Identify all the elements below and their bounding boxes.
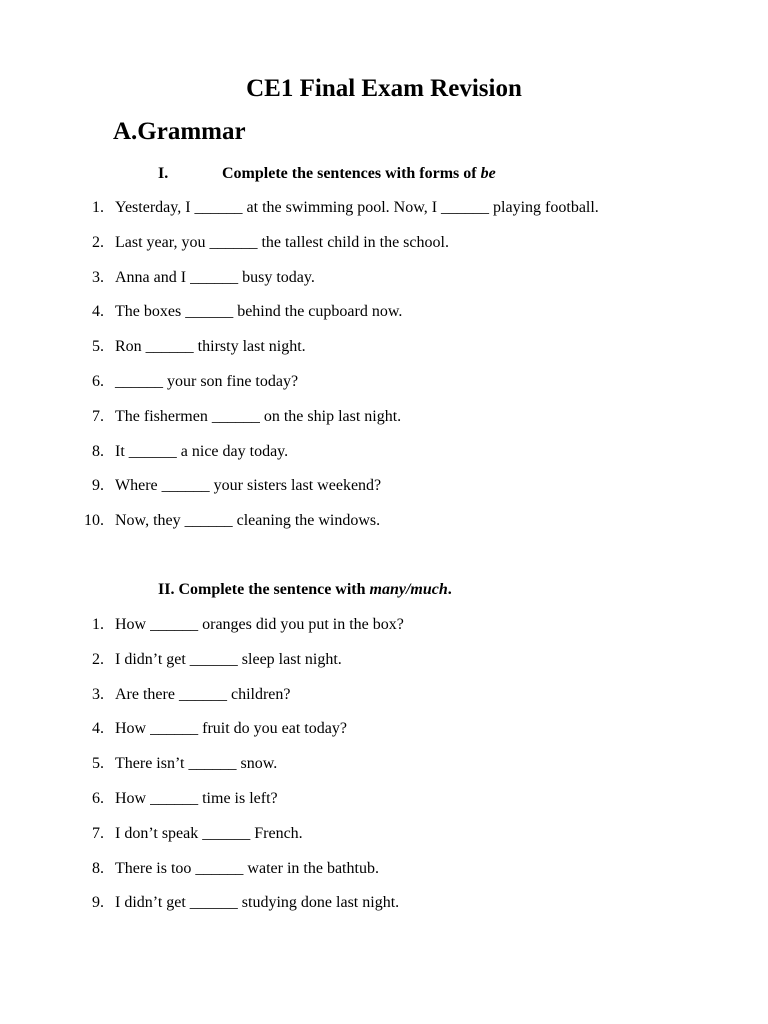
item-text: How ______ fruit do you eat today? [115, 720, 347, 738]
list-item [0, 614, 768, 636]
part2-tail: . [447, 581, 452, 598]
item-text: The boxes ______ behind the cupboard now. [115, 303, 403, 321]
item-number: 9. [92, 894, 104, 912]
item-number: 3. [92, 685, 104, 703]
list-item [0, 232, 768, 254]
list-item [0, 718, 768, 740]
item-text: I didn’t get ______ sleep last night. [115, 650, 342, 668]
item-text: Now, they ______ cleaning the windows. [115, 512, 381, 530]
part2-heading [158, 580, 452, 600]
item-number: 7. [92, 407, 104, 425]
item-text: I don’t speak ______ French. [115, 824, 303, 842]
item-number: 7. [92, 824, 104, 842]
item-number: 1. [92, 616, 104, 633]
item-text: ______ your son fine today? [115, 373, 299, 390]
list-item [0, 510, 768, 532]
item-text: Anna and I ______ busy today. [115, 268, 315, 286]
item-number: 1. [92, 199, 104, 216]
list-item [0, 858, 768, 880]
item-number: 3. [92, 268, 104, 286]
list-item [0, 649, 768, 671]
item-text: There is too ______ water in the bathtub. [115, 859, 379, 877]
list-item [0, 753, 768, 775]
list-item [0, 406, 768, 428]
item-text: Yesterday, I ______ at the swimming pool. Now, I ______ playing football. [115, 199, 599, 216]
item-number: 8. [92, 442, 104, 460]
item-number: 10. [84, 512, 104, 530]
item-text: The fishermen ______ on the ship last night. [115, 407, 402, 425]
part1-numeral: I. [158, 165, 169, 182]
item-number: 4. [92, 303, 104, 321]
item-text: How ______ oranges did you put in the box? [115, 616, 404, 633]
list-item [0, 301, 768, 323]
part2-emphasis: many/much [369, 581, 448, 598]
list-item [0, 197, 768, 219]
item-number: 5. [92, 338, 104, 356]
item-number: 2. [92, 233, 104, 251]
item-number: 6. [92, 790, 104, 807]
list-item [0, 336, 768, 358]
item-number: 5. [92, 755, 104, 773]
item-text: It ______ a nice day today. [115, 442, 289, 460]
item-number: 9. [92, 477, 104, 495]
list-item [0, 475, 768, 497]
list-item [0, 788, 768, 810]
part2-instruction: II. Complete the sentence with [158, 581, 370, 598]
item-text: Where ______ your sisters last weekend? [115, 477, 382, 495]
list-item [0, 684, 768, 706]
list-item [0, 823, 768, 845]
item-text: Are there ______ children? [115, 685, 291, 703]
list-item [0, 892, 768, 914]
section-heading: A.Grammar [113, 118, 246, 145]
part1-heading [158, 164, 496, 184]
item-text: I didn’t get ______ studying done last night. [115, 894, 400, 912]
item-text: There isn’t ______ snow. [115, 755, 278, 773]
item-text: How ______ time is left? [115, 790, 278, 807]
item-text: Ron ______ thirsty last night. [115, 338, 306, 356]
item-number: 2. [92, 650, 104, 668]
document-title: CE1 Final Exam Revision [246, 75, 522, 102]
list-item [0, 371, 768, 393]
item-number: 4. [92, 720, 104, 738]
part1-instruction: Complete the sentences with forms of [222, 165, 481, 182]
item-number: 6. [92, 373, 104, 390]
item-number: 8. [92, 859, 104, 877]
part1-emphasis: be [480, 165, 496, 182]
list-item [0, 441, 768, 463]
list-item [0, 267, 768, 289]
item-text: Last year, you ______ the tallest child in the school. [115, 233, 449, 251]
